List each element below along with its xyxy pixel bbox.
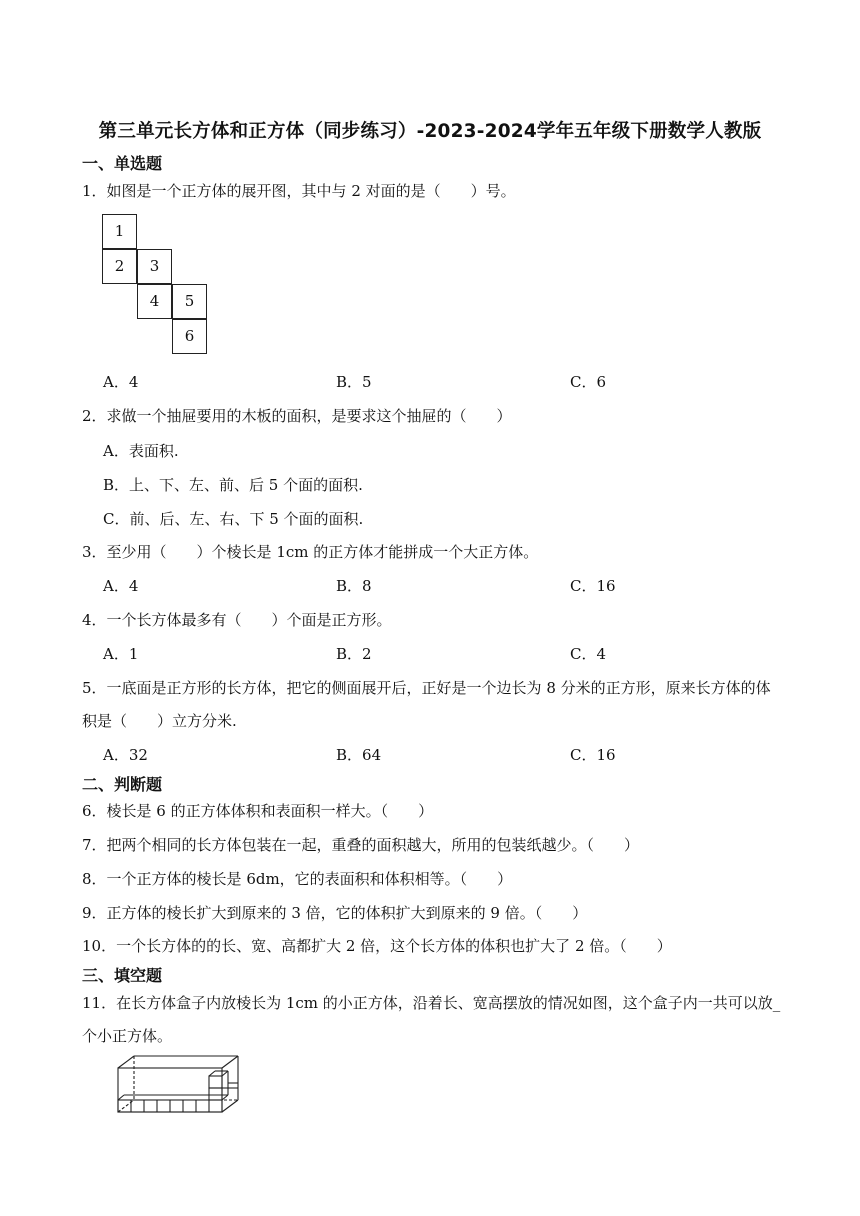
question-8-text: 8．一个正方体的棱长是 6dm，它的表面积和体积相等。（ ） — [82, 870, 513, 888]
page-title: 第三单元长方体和正方体（同步练习）-2023-2024学年五年级下册数学人教版 — [98, 121, 762, 142]
q5-option-a: A．32 — [103, 746, 148, 764]
q4-option-b: B．2 — [336, 645, 372, 663]
net-cell-1: 1 — [102, 214, 137, 249]
question-1-text: 1．如图是一个正方体的展开图，其中与 2 对面的是（ ）号。 — [82, 182, 516, 200]
question-2-text: 2．求做一个抽屉要用的木板的面积，是要求这个抽屉的（ ） — [82, 407, 512, 425]
q5-option-b: B．64 — [336, 746, 382, 764]
question-3-text: 3．至少用（ ）个棱长是 1cm 的正方体才能拼成一个大正方体。 — [82, 543, 539, 561]
question-7-text: 7．把两个相同的长方体包装在一起，重叠的面积越大，所用的包装纸越少。（ ） — [82, 836, 640, 854]
question-4-text: 4．一个长方体最多有（ ）个面是正方形。 — [82, 611, 392, 629]
q3-option-b: B．8 — [336, 577, 372, 595]
net-cell-6: 6 — [172, 319, 207, 354]
q5-option-c: C．16 — [570, 746, 616, 764]
section-heading-true-false: 二、判断题 — [82, 775, 163, 794]
q2-option-b: B．上、下、左、前、后 5 个面的面积. — [103, 476, 363, 494]
net-cell-5: 5 — [172, 284, 207, 319]
q2-option-a: A．表面积. — [103, 442, 179, 460]
q1-option-c: C．6 — [570, 373, 607, 391]
question-6-text: 6．棱长是 6 的正方体体积和表面积一样大。（ ） — [82, 802, 434, 820]
q1-option-a: A．4 — [103, 373, 139, 391]
q2-option-c: C．前、后、左、右、下 5 个面的面积. — [103, 510, 364, 528]
q4-option-c: C．4 — [570, 645, 607, 663]
question-5-text-line2: 积是（ ）立方分米. — [82, 712, 237, 730]
q4-option-a: A．1 — [103, 645, 139, 663]
q3-option-a: A．4 — [103, 577, 139, 595]
question-10-text: 10．一个长方体的的长、宽、高都扩大 2 倍，这个长方体的体积也扩大了 2 倍。（ ） — [82, 937, 672, 955]
net-cell-3: 3 — [137, 249, 172, 284]
section-heading-single-choice: 一、单选题 — [82, 154, 163, 173]
q3-option-c: C．16 — [570, 577, 616, 595]
box-with-cubes-figure — [112, 1052, 242, 1116]
question-5-text-line1: 5．一底面是正方形的长方体，把它的侧面展开后，正好是一个边长为 8 分米的正方形，原来长方体的体 — [82, 679, 771, 697]
net-cell-2: 2 — [102, 249, 137, 284]
question-11-text-line2: 个小正方体。 — [82, 1027, 173, 1045]
question-11-text-line1: 11．在长方体盒子内放棱长为 1cm 的小正方体，沿着长、宽高摆放的情况如图，这个盒子内一共可以放_ — [82, 994, 781, 1012]
q1-option-b: B．5 — [336, 373, 372, 391]
section-heading-fill-blank: 三、填空题 — [82, 966, 163, 985]
net-cell-4: 4 — [137, 284, 172, 319]
question-9-text: 9．正方体的棱长扩大到原来的 3 倍，它的体积扩大到原来的 9 倍。（ ） — [82, 904, 588, 922]
